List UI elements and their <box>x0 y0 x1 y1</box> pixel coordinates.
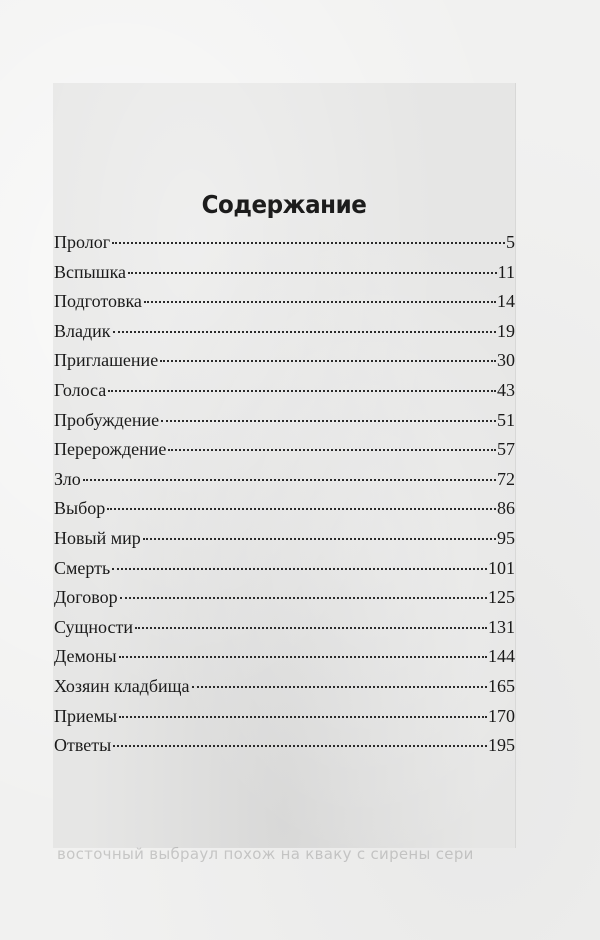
toc-entry-page: 144 <box>488 646 515 667</box>
toc-entry <box>54 554 515 584</box>
dot-leader <box>192 686 487 688</box>
dot-leader <box>113 745 487 747</box>
toc-title: Содержание <box>201 190 367 219</box>
toc-entry-title: Хозяин кладбища <box>54 675 190 696</box>
toc-entry-page: 131 <box>488 616 515 637</box>
toc-entry-title: Зло <box>54 468 81 489</box>
toc-entry-page: 125 <box>488 587 515 608</box>
toc-entry-page: 19 <box>497 320 515 341</box>
table-of-contents <box>53 190 515 761</box>
bleed-through-text: восточный выбраул похож на кваку с сирены сери <box>57 845 474 863</box>
dot-leader <box>120 597 487 599</box>
toc-entry <box>54 642 515 672</box>
toc-entry <box>54 465 515 495</box>
toc-entry-title: Смерть <box>54 557 111 578</box>
toc-entry-title: Приглашение <box>54 350 159 371</box>
dot-leader <box>119 656 487 658</box>
dot-leader <box>108 390 496 392</box>
toc-entry-page: 72 <box>497 468 515 489</box>
toc-entry-title: Голоса <box>54 379 107 400</box>
dot-leader <box>128 272 497 274</box>
toc-entry-title: Подготовка <box>54 291 142 312</box>
dot-leader <box>119 716 487 718</box>
dot-leader <box>168 449 496 451</box>
toc-entry-title: Владик <box>54 320 111 341</box>
toc-entry-title: Перерождение <box>54 439 167 460</box>
toc-entry <box>54 287 515 317</box>
dot-leader <box>113 331 496 333</box>
dot-leader <box>107 508 496 510</box>
toc-entry-title: Демоны <box>54 646 117 667</box>
toc-entry-page: 195 <box>488 735 515 756</box>
dot-leader <box>135 627 487 629</box>
toc-entry <box>54 435 515 465</box>
toc-entry-page: 95 <box>497 527 515 548</box>
toc-entry <box>54 346 515 376</box>
toc-entry-page: 43 <box>497 379 515 400</box>
toc-entry-title: Ответы <box>54 735 112 756</box>
dot-leader <box>161 420 496 422</box>
toc-entry-title: Новый мир <box>54 527 141 548</box>
dot-leader <box>160 360 496 362</box>
toc-entry <box>54 494 515 524</box>
toc-entry-title: Вспышка <box>54 261 127 282</box>
toc-entry-title: Приемы <box>54 705 118 726</box>
toc-entry-title: Сущности <box>54 616 133 637</box>
dot-leader <box>144 301 496 303</box>
toc-entry-title: Пробуждение <box>54 409 160 430</box>
toc-entry <box>54 524 515 554</box>
dot-leader <box>143 538 496 540</box>
toc-entry-page: 51 <box>497 409 515 430</box>
toc-entry-page: 57 <box>497 439 515 460</box>
toc-entry-title: Пролог <box>54 232 111 252</box>
toc-entry-page: 5 <box>506 232 515 252</box>
toc-entry <box>54 583 515 613</box>
dot-leader <box>112 568 487 570</box>
toc-entry <box>54 613 515 643</box>
toc-entry-page: 30 <box>497 350 515 371</box>
toc-entry-title: Договор <box>54 587 118 608</box>
dot-leader <box>112 242 505 244</box>
toc-entry <box>54 317 515 347</box>
dot-leader <box>83 479 496 481</box>
toc-list <box>53 228 515 761</box>
toc-entry <box>54 672 515 702</box>
toc-entry <box>54 228 515 258</box>
toc-entry <box>54 258 515 288</box>
toc-entry-page: 165 <box>488 675 515 696</box>
toc-entry-page: 101 <box>488 557 515 578</box>
toc-entry <box>54 731 515 761</box>
toc-entry-page: 14 <box>497 291 515 312</box>
toc-entry-page: 86 <box>497 498 515 519</box>
toc-entry-page: 170 <box>488 705 515 726</box>
toc-entry-page: 11 <box>497 261 515 282</box>
toc-entry-title: Выбор <box>54 498 106 519</box>
toc-entry <box>54 702 515 732</box>
toc-entry <box>54 376 515 406</box>
toc-entry <box>54 406 515 436</box>
